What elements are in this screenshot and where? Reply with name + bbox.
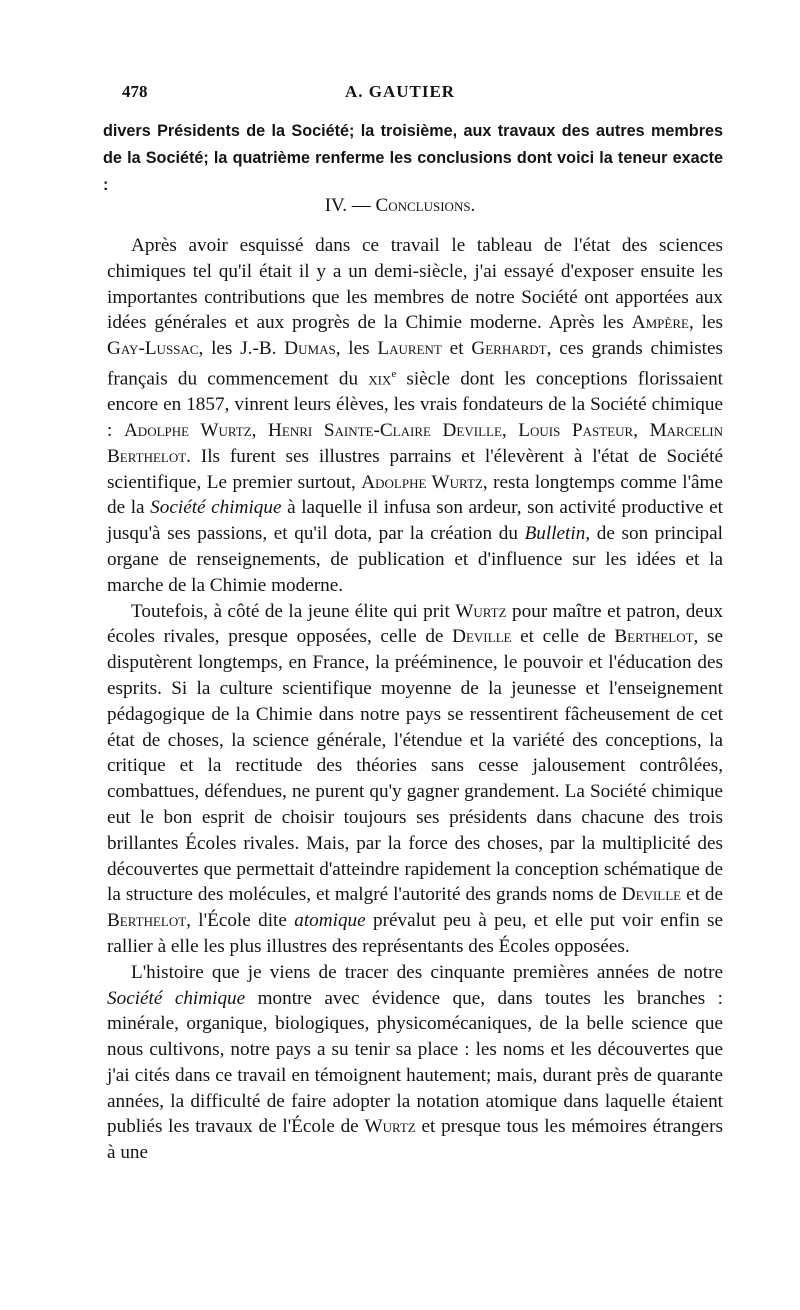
p1-text: , ces grands chimistes français du commencement du	[107, 338, 723, 390]
running-head-author: A. GAUTIER	[344, 82, 456, 101]
paragraph-1	[107, 233, 723, 599]
person-name: Wurtz	[364, 1116, 416, 1138]
person-name: Deville	[452, 626, 512, 648]
paragraph-2	[107, 599, 723, 960]
p3-text: montre avec évidence que, dans toutes les branches : minérale, organique, biologiques, physicomécaniques, de la belle science que nous cultivons, notre pays a su tenir sa place : les noms et les découvertes que j'ai cités dans ce travail en témoignent hautement; mais, durant près de quarante années, la difficulté de faire adopter la notation atomique dans laquelle étaient publiés les travaux de l'École de	[107, 987, 723, 1138]
p2-text: et de	[681, 884, 723, 906]
person-name: Henri Sainte-Claire Deville	[268, 419, 502, 441]
p2-text: prévalut peu à peu, et elle put voir enfin se rallier à elle les plus illustres des représentants des Écoles opposées.	[107, 910, 723, 957]
p1-text: , les	[335, 338, 378, 360]
intro-paragraph: divers Présidents de la Société; la troisième, aux travaux des autres membres de la Société; la quatrième renferme les conclusions dont voici la teneur exacte :	[103, 122, 723, 194]
person-name: J.-B. Dumas	[240, 338, 336, 360]
century-superscript: e	[391, 367, 397, 380]
section-heading	[0, 194, 800, 218]
p1-text: , les	[688, 312, 723, 334]
italic-term: Bulletin	[524, 523, 586, 545]
person-name: Adolphe Wurtz	[123, 419, 252, 441]
p2-text: , l'École dite	[186, 910, 295, 932]
person-name: Gay-Lussac	[107, 338, 199, 360]
main-text	[107, 233, 723, 1166]
p2-text: pour maître et patron, deux écoles rivales, presque opposées, celle de	[107, 600, 724, 648]
person-name: Gerhardt	[471, 338, 547, 360]
p1-text: siècle dont les conceptions florissaient encore en 1857, vinrent leurs élèves, les vrais fondateurs de la Société chimique :	[107, 368, 723, 441]
p1-text: , resta longtemps comme l'âme de la	[107, 471, 723, 519]
p1-text: , de son principal organe de renseignements, de publication et d'influence sur les idées et la marche de la Chimie moderne.	[107, 523, 723, 596]
person-name: Berthelot	[107, 910, 187, 932]
italic-term: Société chimique	[150, 497, 282, 519]
person-name: Laurent	[377, 338, 442, 360]
italic-term: atomique	[294, 910, 366, 932]
p1-text: ,	[633, 419, 650, 441]
person-name: Marcelin Berthelot	[107, 419, 723, 467]
p3-text: et presque tous les mémoires étrangers à une	[107, 1116, 724, 1164]
p1-text: . Ils furent ses illustres parrains et l'élevèrent à l'état de Société scientifique, Le premier surtout,	[107, 445, 723, 493]
p1-text: , les	[198, 338, 241, 360]
p2-text: et celle de	[511, 626, 615, 648]
century-numeral: xix	[368, 368, 392, 390]
p2-text: , se disputèrent longtemps, en France, la prééminence, le pouvoir et l'éducation des esprits. Si la culture scientifique moyenne de la jeunesse et l'enseignement pédagogique de la Chimie dans notre pays se ressentirent fâcheusement de cet état de choses, la science générale, l'étendue et la variété des conceptions, la critique et la rectitude des théories sans cesse jalousement contrôlées, combattues, défendues, ne purent qu'y gagner grandement. La Société chimique eut le bon esprit de choisir toujours ses présidents dans chacune des trois brillantes Écoles rivales. Mais, par la force des choses, par la multiplicité des découvertes que permettait d'atteindre rapidement la conception schématique de la structure des molécules, et malgré l'autorité des grands noms de	[107, 626, 724, 906]
section-title: Conclusions.	[375, 195, 476, 216]
person-name: Wurtz	[455, 600, 507, 622]
person-name: Berthelot	[614, 626, 694, 648]
person-name: Deville	[621, 884, 682, 906]
italic-term: Société chimique	[107, 987, 246, 1009]
paragraph-3	[107, 960, 723, 1166]
person-name: Louis Pasteur	[518, 419, 634, 441]
section-number: IV. —	[324, 195, 376, 216]
page-number: 478	[122, 82, 148, 101]
person-name: Adolphe Wurtz	[361, 471, 483, 493]
p1-text: à laquelle il infusa son ardeur, son activité productive et jusqu'à ses passions, et qu'il dota, par la création du	[107, 497, 723, 545]
p2-text: Toutefois, à côté de la jeune élite qui prit	[131, 600, 456, 622]
p1-text: et	[441, 338, 472, 360]
p1-text: ,	[251, 419, 269, 441]
p1-text: Après avoir esquissé dans ce travail le tableau de l'état des sciences chimiques tel qu'il était il y a un demi-siècle, j'ai essayé d'exposer ensuite les importantes contributions que les membres de notre Société ont apportées aux idées générales et aux progrès de la Chimie moderne. Après les	[107, 235, 723, 334]
p1-text: ,	[501, 419, 519, 441]
person-name: Ampère	[631, 312, 689, 334]
p3-text: L'histoire que je viens de tracer des cinquante premières années de notre	[131, 961, 723, 983]
